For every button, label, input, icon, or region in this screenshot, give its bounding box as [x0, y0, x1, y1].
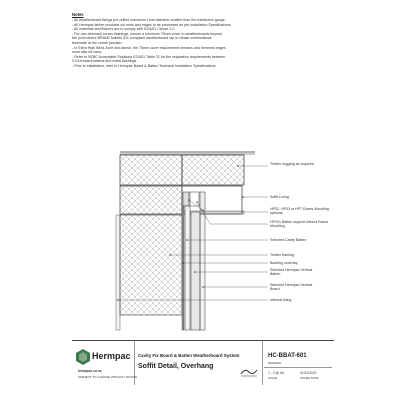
notes-title: Notes: [72, 12, 84, 17]
internal-lining: [116, 215, 120, 330]
brand-name: Hermpac: [92, 351, 131, 361]
drawing-number-label: DRAWING: [268, 361, 282, 365]
callout-batten-support: HP101 Batten support behind Eaves Moulding: [270, 220, 329, 229]
callout-vertical-batten: Selected Hermpac Vertical Batten: [270, 268, 313, 277]
timber-block-lower-left: [120, 186, 182, 214]
eaves-moulding: [183, 192, 189, 206]
note-line: - Refer to NZBC Acceptable Solutions E2/AS1 Table 21 for the separation requirements between: [72, 54, 226, 59]
timber-nogging-right: [182, 155, 244, 185]
hermpac-logo-icon: [76, 349, 90, 365]
note-line: must also be used.: [72, 50, 103, 55]
note-line: - All weatherboard fixings pre-drilled maximum 1mm diameter smaller than the hardscrew gauge.: [72, 18, 226, 22]
callout-timber-framing: Timber framing: [270, 253, 295, 257]
vertical-batten: [191, 212, 200, 330]
note-line: - For non-hemmed corner flashings, ensure a minimum 75mm cover to weatherboards beyond: [72, 31, 223, 36]
note-line: - All Hermpac timber products cut ends and edges to be processed as per Installation Specifications.: [72, 22, 232, 27]
note-line: - Prior to installation, refer to Hermpac Board & Batten Technical Installation Specifications.: [72, 63, 217, 68]
note-line: - In Extra High Wind Zone and above, the 75mm cover requirement remains and hemmed edges: [72, 45, 226, 50]
callout-internal-lining: Internal lining: [270, 298, 292, 302]
issued-date-label: ISSUED DATE: [300, 376, 319, 380]
note-line: terminate at the corner junction.: [72, 40, 123, 45]
drawing-title: Soffit Detail, Overhang: [138, 363, 214, 370]
issued-date: 01/11/2021: [300, 371, 317, 375]
callout-cavity-batten: Selected Cavity Batten: [270, 238, 307, 242]
callout-vertical-board: Selected Hermpac Vertical Board: [270, 283, 313, 292]
title-block: [72, 340, 334, 385]
scale-label: SCALE: [268, 376, 278, 380]
website: hermpac.co.nz: [78, 369, 102, 373]
timber-nogging-left: [120, 155, 182, 185]
callout-building-underlay: Building underlay: [270, 261, 298, 265]
callout-timber-nogging: Timber nogging as required: [270, 162, 314, 166]
drawing-number: HC-BBAT-601: [268, 353, 307, 359]
note-line: CCA treated battens and metal flashings.: [72, 59, 138, 64]
cavity-batten: [185, 206, 190, 330]
project-name: Cavity Fix Board & Batten Weatherboard System: [138, 353, 240, 358]
batten-support: [190, 192, 199, 206]
note-line: the point where BRANZ bulletin 611 compliant weatherboard lap or rebate combinations: [72, 36, 212, 41]
callout-eaves-moulding: HP32, HP33 or HP7 Eaves Moulding optional: [270, 207, 329, 216]
building-underlay: [182, 206, 184, 330]
scale-value: 1 : 2 @ A4: [268, 371, 284, 375]
note-line: - All materials and fixtures are to comply with E2/AS1 Clause 2.2: [72, 27, 175, 32]
disclaimer: SUBJECT TO CHANGE WITHOUT NOTICE: [78, 375, 138, 379]
callout-soffit-lining: Soffit Lining: [270, 195, 289, 199]
vertical-board: [200, 212, 205, 330]
batten-support-2: [200, 192, 205, 210]
approval-mark-icon: [240, 367, 258, 377]
